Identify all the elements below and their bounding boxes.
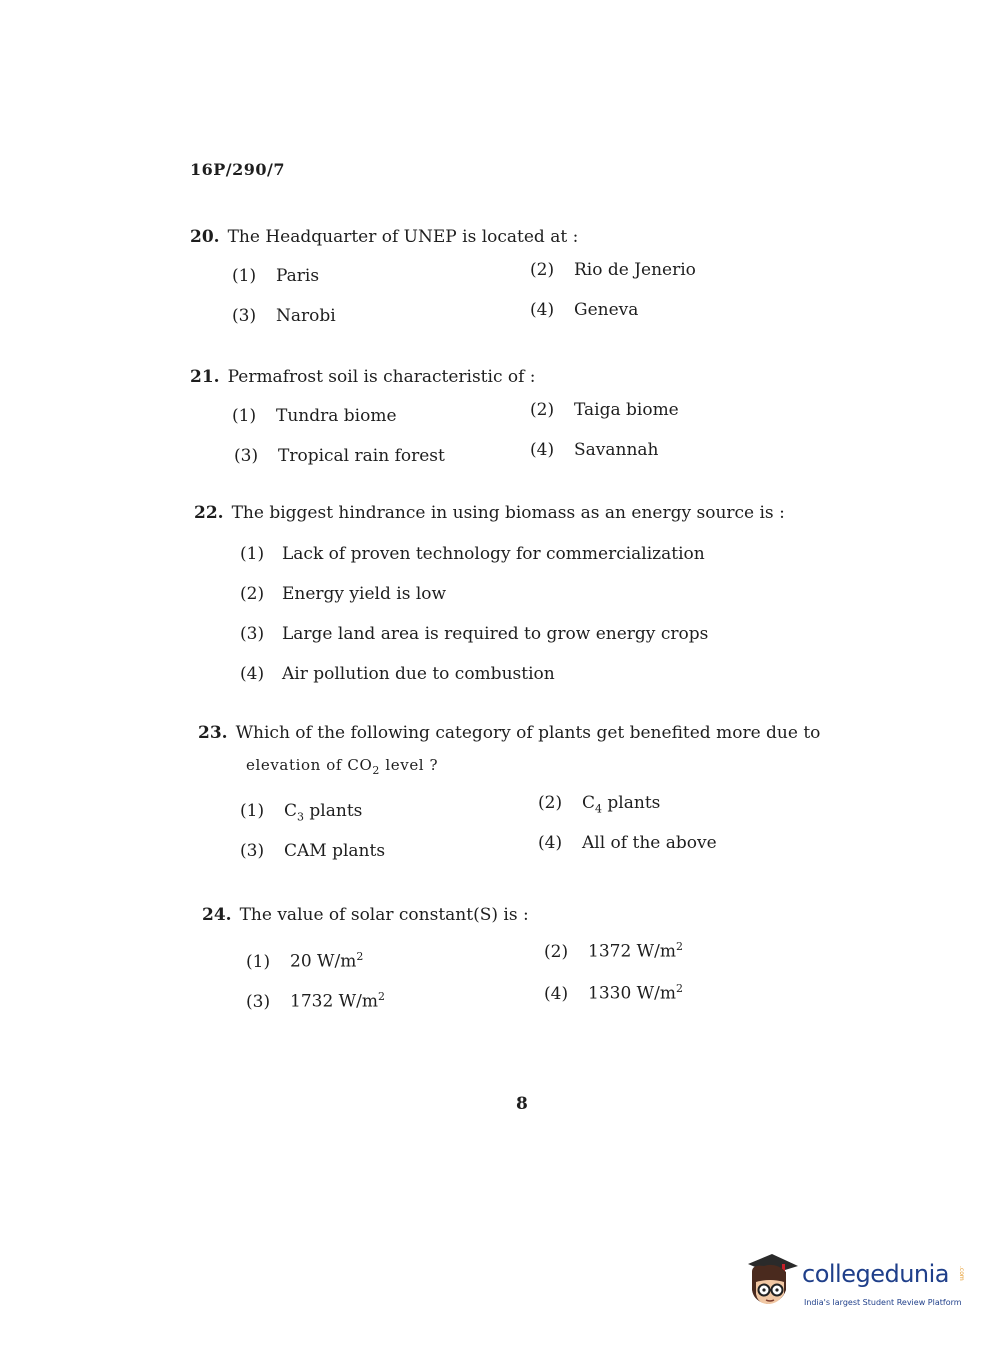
question-text: Which of the following category of plants get benefited more due to [235, 723, 821, 743]
option-3: (3) 1732 $W/m^2$ [246, 990, 385, 1012]
question-stem [194, 502, 834, 524]
option-3: (3) CAM plants [240, 841, 386, 861]
question-stem [190, 226, 830, 248]
question-21 [190, 366, 830, 494]
collegedunia-brand [742, 1248, 972, 1318]
option-2: (2) $C_4$ plants [538, 793, 661, 816]
question-20 [190, 226, 830, 354]
option-4: (4) Savannah [530, 440, 659, 460]
option-3: (3) Large land area is required to grow energy crops [240, 624, 709, 644]
option-2: (2) Energy yield is low [240, 584, 447, 604]
question-text: The biggest hindrance in using biomass as an energy source is : [231, 503, 785, 523]
page-number: 8 [516, 1094, 528, 1114]
option-3: (3) Narobi [232, 306, 336, 326]
question-23 [198, 722, 838, 885]
question-number: 24. [202, 905, 232, 925]
option-1: (1) Lack of proven technology for commercialization [240, 544, 705, 564]
option-1: (1) $C_3$ plants [240, 801, 363, 824]
question-stem [198, 722, 838, 744]
option-2: (2) Taiga biome [530, 400, 679, 420]
option-3: (3) Tropical rain forest [234, 446, 445, 466]
option-4: (4) 1330 $W/m^2$ [544, 982, 683, 1004]
mascot-logo-icon [742, 1250, 800, 1312]
option-4: (4) All of the above [538, 833, 717, 853]
option-2: (2) Rio de Jenerio [530, 260, 696, 280]
question-stem [190, 366, 830, 388]
brand-domain: .com [958, 1266, 965, 1281]
question-text: Permafrost soil is characteristic of : [227, 367, 536, 387]
question-22 [194, 502, 834, 694]
question-stem [202, 904, 842, 926]
option-2: (2) 1372 $W/m^2$ [544, 940, 683, 962]
question-text: The value of solar constant(S) is : [239, 905, 529, 925]
question-24 [202, 904, 842, 1032]
question-number: 20. [190, 227, 220, 247]
option-1: (1) Tundra biome [232, 406, 397, 426]
brand-name: collegedunia [802, 1260, 950, 1288]
option-1: (1) Paris [232, 266, 320, 286]
paper-code: 16P/290/7 [190, 160, 286, 179]
question-text: The Headquarter of UNEP is located at : [227, 227, 579, 247]
question-number: 23. [198, 723, 228, 743]
option-1: (1) 20 $W/m^2$ [246, 950, 364, 972]
option-4: (4) Air pollution due to combustion [240, 664, 555, 684]
brand-tagline: India's largest Student Review Platform [804, 1298, 962, 1307]
question-number: 21. [190, 367, 220, 387]
option-4: (4) Geneva [530, 300, 639, 320]
question-number: 22. [194, 503, 224, 523]
question-text-continuation: elevation of $CO_2$ level ? [246, 756, 439, 777]
